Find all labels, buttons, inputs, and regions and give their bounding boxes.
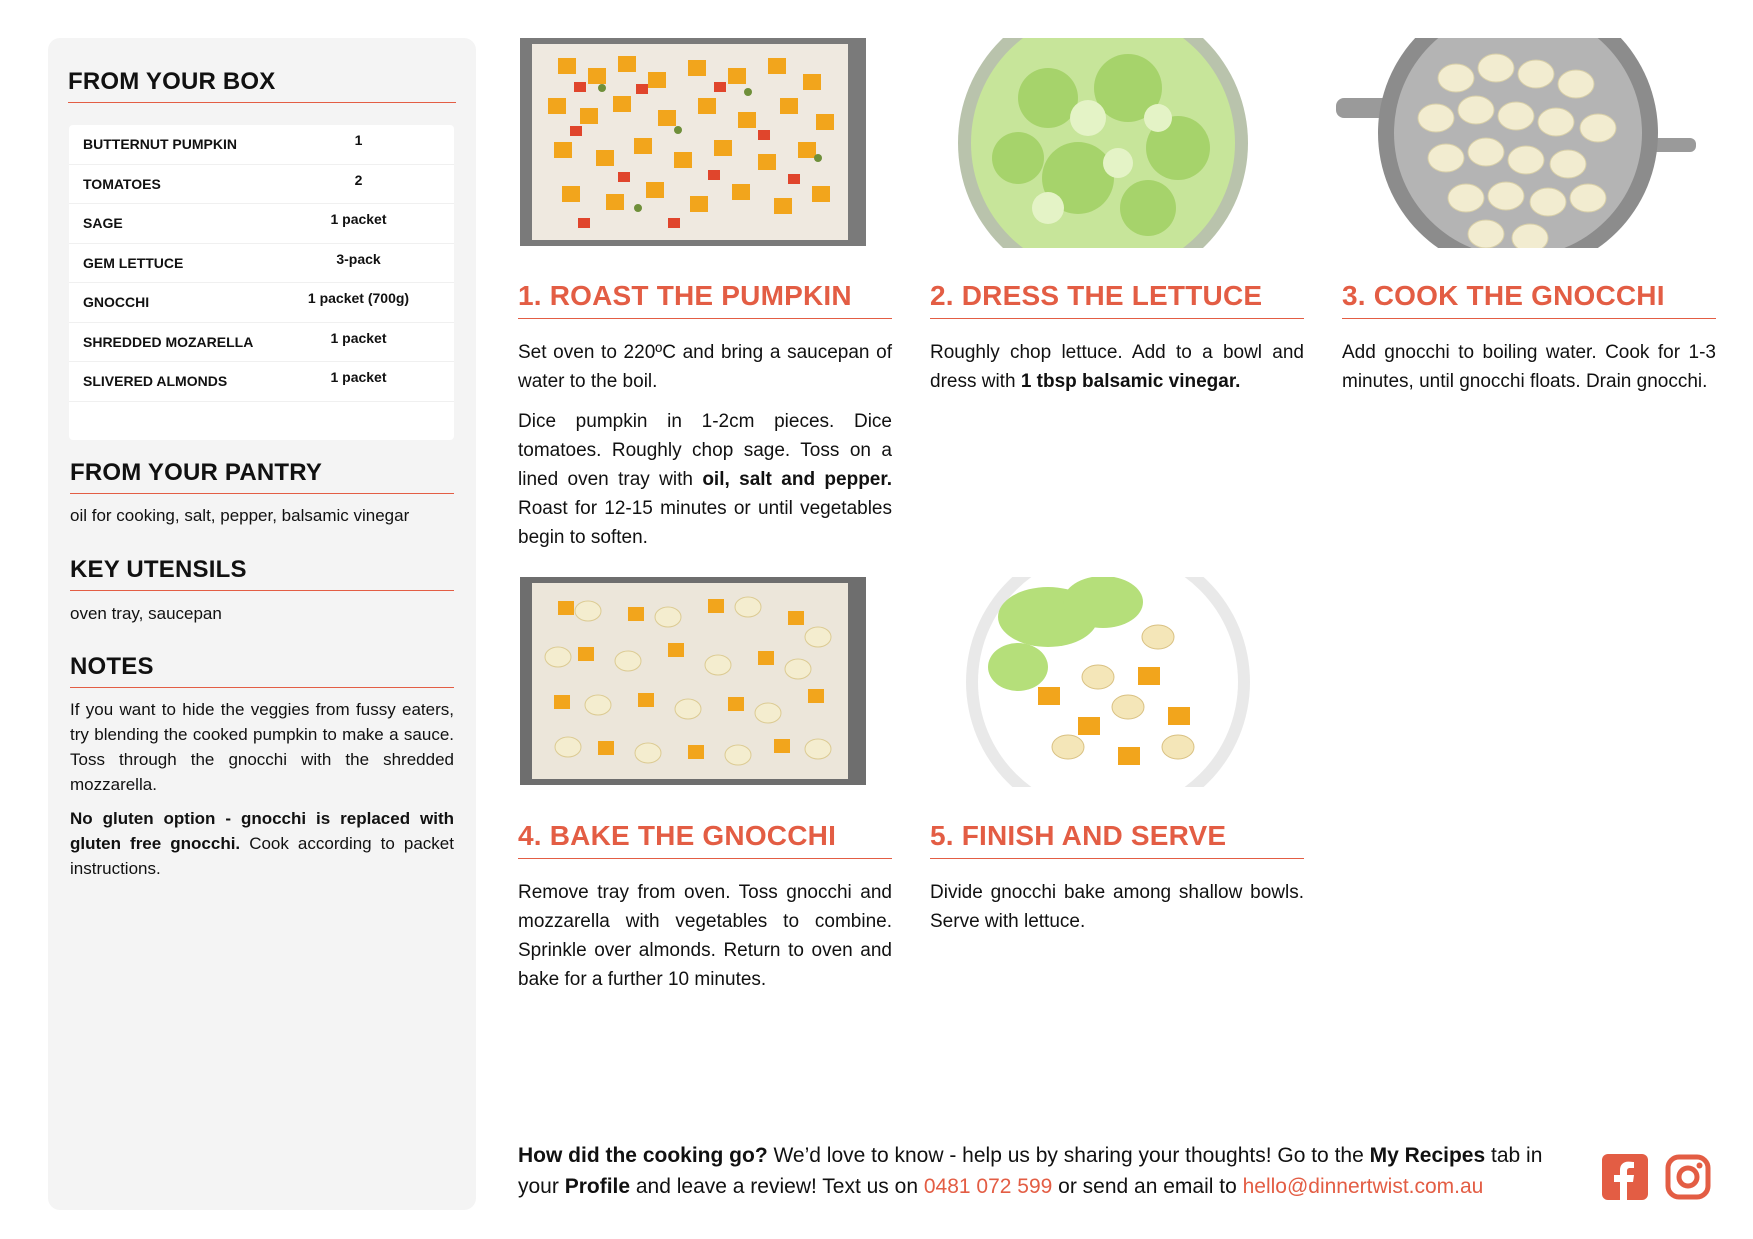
step-3-paragraph: Add gnocchi to boiling water. Cook for 1-3 minutes, until gnocchi floats. Drain gnocchi. bbox=[1342, 342, 1716, 392]
step-1-paragraph-2 bbox=[518, 407, 892, 552]
step-4-title: 4. BAKE THE GNOCCHI bbox=[518, 820, 892, 859]
ingredient-name: TOMATOES bbox=[83, 175, 161, 192]
notes-paragraph: If you want to hide the veggies from fussy eaters, try blending the cooked pumpkin to make a sauce. Toss through the gnocchi with the shredded mozzarella. bbox=[70, 700, 454, 794]
step-2-paragraph bbox=[930, 338, 1304, 396]
roast-pumpkin-photo bbox=[518, 38, 868, 248]
ingredient-name: SHREDDED MOZARELLA bbox=[83, 333, 254, 350]
key-utensils-heading: KEY UTENSILS bbox=[70, 556, 454, 591]
step-1-text-a: Dice pumpkin in 1-2cm pieces. Dice tomatoes. Roughly chop sage. Toss on a lined oven tray with bbox=[518, 411, 892, 490]
step-1-text-b: Roast for 12-15 minutes or until vegetables begin to soften. bbox=[518, 498, 892, 548]
step-5-title: 5. FINISH AND SERVE bbox=[930, 820, 1304, 859]
step-1-paragraph: Set oven to 220ºC and bring a saucepan of water to the boil. bbox=[518, 342, 892, 392]
ingredient-qty: 1 packet (700g) bbox=[307, 290, 410, 307]
profile-label: Profile bbox=[564, 1175, 631, 1198]
gluten-option-rest: Cook according to packet instructions. bbox=[70, 834, 454, 878]
ingredient-row bbox=[69, 165, 454, 205]
step-1-text bbox=[518, 338, 892, 563]
step-5-text bbox=[930, 878, 1304, 947]
notes-heading: NOTES bbox=[70, 653, 454, 688]
ingredients-sidebar bbox=[48, 38, 476, 1210]
ingredient-qty: 1 packet bbox=[330, 329, 387, 346]
step-3-text bbox=[1342, 338, 1716, 407]
feedback-footer bbox=[518, 1140, 1578, 1202]
step-1-title: 1. ROAST THE PUMPKIN bbox=[518, 280, 892, 319]
my-recipes-label: My Recipes bbox=[1369, 1144, 1486, 1167]
ingredient-qty: 3-pack bbox=[336, 250, 381, 267]
ingredient-row bbox=[69, 244, 454, 284]
ingredients-table bbox=[69, 125, 454, 440]
phone-number[interactable]: 0481 072 599 bbox=[923, 1175, 1053, 1198]
lettuce-bowl-photo bbox=[928, 38, 1278, 248]
ingredient-qty: 1 packet bbox=[330, 211, 387, 228]
ingredient-name: SAGE bbox=[83, 215, 123, 232]
baked-gnocchi-photo bbox=[518, 577, 868, 787]
ingredient-qty: 1 packet bbox=[330, 369, 387, 386]
finished-dish-photo bbox=[928, 577, 1278, 787]
step-4-paragraph: Remove tray from oven. Toss gnocchi and mozzarella with vegetables to combine. Sprinkle over almonds. Return to oven and bake for a further 10 minutes. bbox=[518, 882, 892, 990]
footer-text-3: and leave a review! Text us on bbox=[630, 1175, 924, 1198]
step-2-text-a: Roughly chop lettuce. Add to a bowl and dress with bbox=[930, 342, 1304, 392]
step-2-bold: 1 tbsp balsamic vinegar. bbox=[1020, 371, 1241, 392]
instagram-icon[interactable] bbox=[1665, 1154, 1711, 1205]
step-1-bold: oil, salt and pepper. bbox=[702, 469, 893, 490]
ingredient-row bbox=[69, 283, 454, 323]
notes-text bbox=[70, 697, 454, 890]
gluten-option-bold: No gluten option - gnocchi is replaced with gluten free gnocchi. bbox=[70, 809, 454, 853]
ingredient-row bbox=[69, 362, 454, 402]
footer-text-4: or send an email to bbox=[1052, 1175, 1243, 1198]
email-link[interactable]: hello@dinnertwist.com.au bbox=[1242, 1175, 1484, 1198]
footer-text-2: tab in your bbox=[518, 1144, 1543, 1198]
ingredient-name: GEM LETTUCE bbox=[83, 254, 184, 271]
ingredient-name: SLIVERED ALMONDS bbox=[83, 373, 228, 390]
ingredient-row bbox=[69, 204, 454, 244]
step-2-text bbox=[930, 338, 1304, 407]
step-4-text bbox=[518, 878, 892, 1005]
ingredient-qty: 2 bbox=[354, 171, 363, 188]
notes-paragraph-gluten bbox=[70, 806, 454, 881]
step-5-paragraph: Divide gnocchi bake among shallow bowls. Serve with lettuce. bbox=[930, 882, 1304, 932]
ingredient-name: BUTTERNUT PUMPKIN bbox=[83, 136, 237, 153]
ingredient-row bbox=[69, 125, 454, 165]
footer-text-1: We’d love to know - help us by sharing your thoughts! Go to the bbox=[767, 1144, 1370, 1167]
utensils-text: oven tray, saucepan bbox=[70, 604, 222, 623]
from-your-pantry-heading: FROM YOUR PANTRY bbox=[70, 459, 454, 494]
ingredient-row bbox=[69, 323, 454, 363]
step-2-title: 2. DRESS THE LETTUCE bbox=[930, 280, 1304, 319]
facebook-icon[interactable] bbox=[1602, 1154, 1648, 1205]
ingredient-qty: 1 bbox=[354, 132, 363, 149]
table-spacer bbox=[69, 402, 454, 440]
ingredient-name: GNOCCHI bbox=[83, 294, 150, 311]
step-3-title: 3. COOK THE GNOCCHI bbox=[1342, 280, 1716, 319]
feedback-question: How did the cooking go? bbox=[518, 1144, 768, 1167]
gnocchi-strainer-photo bbox=[1336, 38, 1696, 248]
pantry-text: oil for cooking, salt, pepper, balsamic vinegar bbox=[70, 506, 410, 525]
from-your-box-heading: FROM YOUR BOX bbox=[68, 68, 456, 103]
